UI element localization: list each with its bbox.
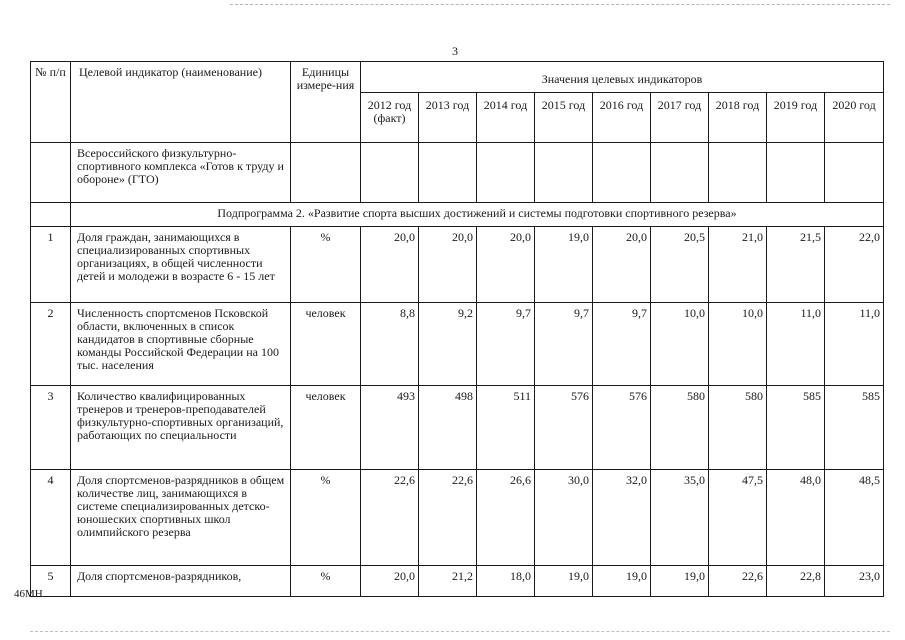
row-value: 35,0 (651, 470, 709, 566)
row-value: 20,0 (419, 227, 477, 303)
row-unit: % (291, 470, 361, 566)
row-value: 9,7 (477, 303, 535, 386)
continuation-name: Всероссийского физкультурно-спортивного комплекса «Готов к труду и обороне» (ГТО) (71, 143, 291, 203)
subprogram-row (31, 203, 884, 227)
header-year: 2018 год (709, 93, 767, 143)
row-value: 32,0 (593, 470, 651, 566)
row-value: 498 (419, 386, 477, 470)
row-value: 11,0 (767, 303, 825, 386)
row-value: 580 (651, 386, 709, 470)
row-value: 20,0 (361, 227, 419, 303)
table-row (31, 386, 884, 470)
row-name: Доля граждан, занимающихся в специализированных спортивных организациях, в общей численности детей и молодежи в возрасте 6 - 15 лет (71, 227, 291, 303)
row-value: 9,2 (419, 303, 477, 386)
header-unit: Единицы измере-ния (291, 62, 361, 143)
row-value: 22,6 (419, 470, 477, 566)
row-value: 10,0 (709, 303, 767, 386)
row-value: 19,0 (651, 566, 709, 597)
row-value: 21,2 (419, 566, 477, 597)
row-value: 48,5 (825, 470, 884, 566)
row-value: 20,0 (593, 227, 651, 303)
row-num: 4 (31, 470, 71, 566)
row-value: 30,0 (535, 470, 593, 566)
row-num: 1 (31, 227, 71, 303)
header-indicator: Целевой индикатор (наименование) (71, 62, 291, 143)
table-row (31, 227, 884, 303)
scan-artifact-top (230, 4, 890, 5)
table-row (31, 566, 884, 597)
continuation-row (31, 143, 884, 203)
row-name: Доля спортсменов-разрядников в общем количестве лиц, занимающихся в системе специализированных детско-юношеских спортивных школ олимпийского резерва (71, 470, 291, 566)
row-value: 511 (477, 386, 535, 470)
row-value: 585 (767, 386, 825, 470)
row-value: 26,6 (477, 470, 535, 566)
row-value: 9,7 (593, 303, 651, 386)
row-value: 20,5 (651, 227, 709, 303)
row-value: 20,0 (361, 566, 419, 597)
row-value: 47,5 (709, 470, 767, 566)
row-value: 22,6 (361, 470, 419, 566)
header-year: 2016 год (593, 93, 651, 143)
row-value: 22,0 (825, 227, 884, 303)
row-name: Количество квалифицированных тренеров и тренеров-преподавателей физкультурно-спортивных организаций, работающих по специальности (71, 386, 291, 470)
row-value: 21,5 (767, 227, 825, 303)
row-value: 580 (709, 386, 767, 470)
row-name: Доля спортсменов-разрядников, (71, 566, 291, 597)
header-year: 2017 год (651, 93, 709, 143)
header-values-title: Значения целевых индикаторов (361, 62, 884, 93)
row-name: Численность спортсменов Псковской области, включенных в список кандидатов в спортивные сборные команды Российской Федерации на 100 тыс. населения (71, 303, 291, 386)
row-num: 3 (31, 386, 71, 470)
table-row (31, 303, 884, 386)
table-row (31, 470, 884, 566)
row-value: 19,0 (593, 566, 651, 597)
row-value: 18,0 (477, 566, 535, 597)
row-value: 493 (361, 386, 419, 470)
scan-artifact-bottom (30, 631, 890, 632)
row-value: 48,0 (767, 470, 825, 566)
row-value: 22,8 (767, 566, 825, 597)
row-value: 9,7 (535, 303, 593, 386)
row-value: 585 (825, 386, 884, 470)
header-year: 2015 год (535, 93, 593, 143)
row-value: 19,0 (535, 566, 593, 597)
page-number: 3 (452, 44, 458, 58)
row-unit: человек (291, 386, 361, 470)
row-num: 2 (31, 303, 71, 386)
row-value: 10,0 (651, 303, 709, 386)
row-value: 11,0 (825, 303, 884, 386)
header-year: 2014 год (477, 93, 535, 143)
row-value: 23,0 (825, 566, 884, 597)
row-value: 19,0 (535, 227, 593, 303)
header-year: 2013 год (419, 93, 477, 143)
header-year: 2020 год (825, 93, 884, 143)
row-value: 576 (535, 386, 593, 470)
row-num: 5 (31, 566, 71, 597)
header-year: 2012 год (факт) (361, 93, 419, 143)
row-unit: % (291, 227, 361, 303)
row-unit: человек (291, 303, 361, 386)
row-value: 20,0 (477, 227, 535, 303)
indicators-table (30, 61, 884, 597)
row-unit: % (291, 566, 361, 597)
subprogram-title: Подпрограмма 2. «Развитие спорта высших достижений и системы подготовки спортивного резерва» (71, 203, 884, 227)
row-value: 576 (593, 386, 651, 470)
header-num: № п/п (31, 62, 71, 143)
row-value: 21,0 (709, 227, 767, 303)
header-year: 2019 год (767, 93, 825, 143)
row-value: 22,6 (709, 566, 767, 597)
document-code: 46МН (14, 588, 43, 600)
row-value: 8,8 (361, 303, 419, 386)
